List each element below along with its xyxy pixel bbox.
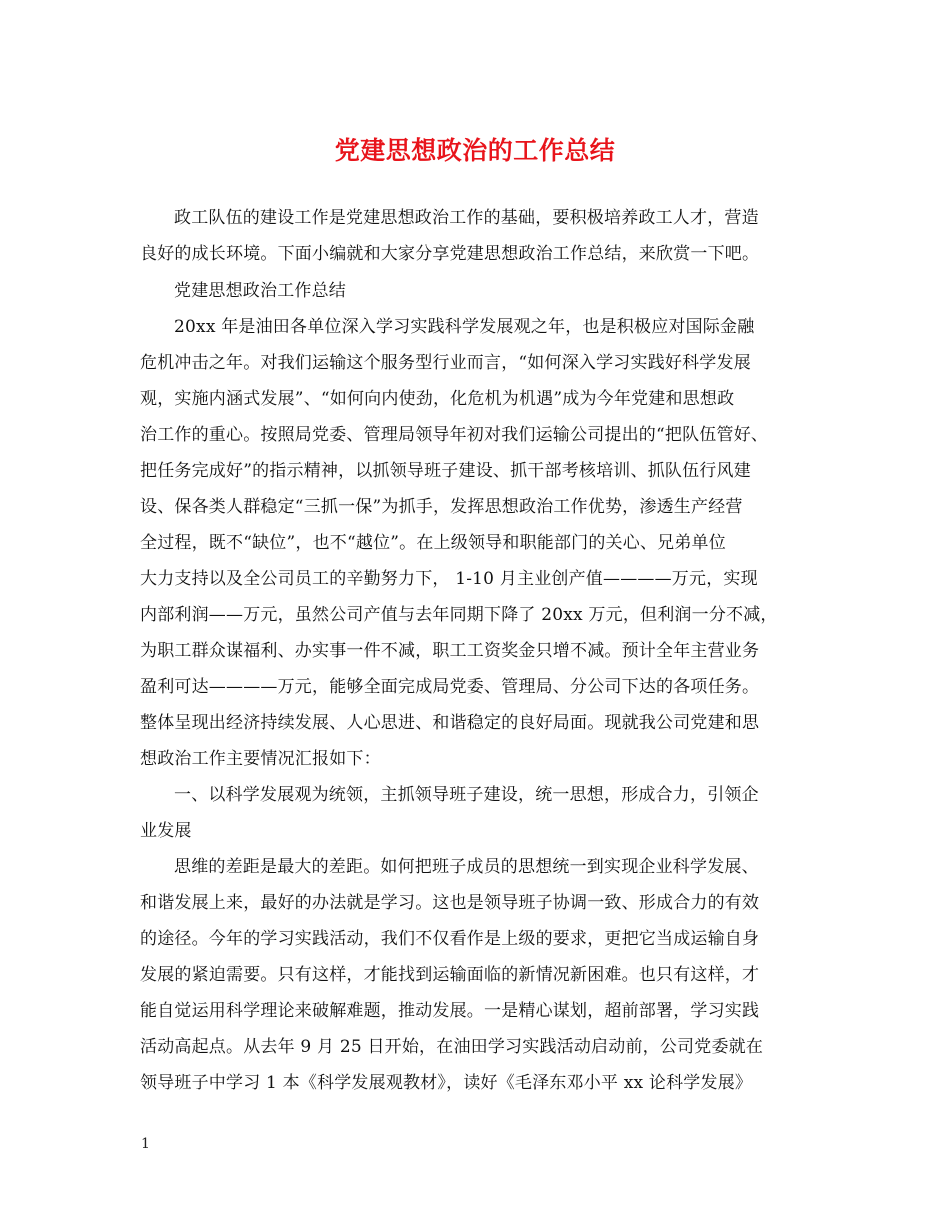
paragraph-line: 盈利可达————万元，能够全面完成局党委、管理局、分公司下达的各项任务。 xyxy=(140,677,760,697)
section-heading: 一、以科学发展观为统领，主抓领导班子建设，统一思想，形成合力，引领企 xyxy=(174,785,759,805)
paragraph-line: 设、保各类人群稳定“三抓一保”为抓手，发挥思想政治工作优势，渗透生产经营 xyxy=(140,497,743,517)
paragraph-line: 活动高起点。从去年 9 月 25 日开始，在油田学习实践活动启动前，公司党委就在 xyxy=(140,1037,764,1057)
paragraph-line: 大力支持以及全公司员工的辛勤努力下， 1-10 月主业创产值————万元，实现 xyxy=(140,569,758,589)
section-heading: 业发展 xyxy=(140,821,192,841)
paragraph-line: 为职工群众谋福利、办实事一件不减，职工工资奖金只增不减。预计全年主营业务 xyxy=(140,641,760,661)
paragraph-line: 的途径。今年的学习实践活动，我们不仅看作是上级的要求，更把它当成运输自身 xyxy=(140,929,760,949)
paragraph-line: 治工作的重心。按照局党委、管理局领导年初对我们运输公司提出的“把队伍管好、 xyxy=(140,425,769,445)
paragraph-line: 观，实施内涵式发展”、“如何向内使劲，化危机为机遇”成为今年党建和思想政 xyxy=(140,389,735,409)
paragraph-line: 20xx 年是油田各单位深入学习实践科学发展观之年，也是积极应对国际金融 xyxy=(174,317,755,337)
paragraph-line: 想政治工作主要情况汇报如下： xyxy=(140,749,381,769)
paragraph-line: 思维的差距是最大的差距。如何把班子成员的思想统一到实现企业科学发展、 xyxy=(174,857,759,877)
document-title: 党建思想政治的工作总结 xyxy=(334,136,616,165)
page-number: 1 xyxy=(141,1136,150,1152)
paragraph-line: 内部利润——万元，虽然公司产值与去年同期下降了 20xx 万元，但利润一分不减， xyxy=(140,605,778,625)
paragraph-line: 发展的紧迫需要。只有这样，才能找到运输面临的新情况新困难。也只有这样，才 xyxy=(140,965,760,985)
paragraph-line: 和谐发展上来，最好的办法就是学习。这也是领导班子协调一致、形成合力的有效 xyxy=(140,893,760,913)
paragraph-line: 领导班子中学习 1 本《科学发展观教材》，读好《毛泽东邓小平 xx 论科学发展》 xyxy=(140,1073,753,1093)
paragraph-line: 全过程，既不“缺位”，也不“越位”。在上级领导和职能部门的关心、兄弟单位 xyxy=(140,533,726,553)
paragraph-line: 政工队伍的建设工作是党建思想政治工作的基础，要积极培养政工人才，营造 xyxy=(174,208,759,228)
paragraph-line: 能自觉运用科学理论来破解难题，推动发展。一是精心谋划，超前部署，学习实践 xyxy=(140,1001,760,1021)
paragraph-line: 把任务完成好”的指示精神，以抓领导班子建设、抓干部考核培训、抓队伍行风建 xyxy=(140,461,751,481)
section-heading: 党建思想政治工作总结 xyxy=(174,281,346,301)
paragraph-line: 良好的成长环境。下面小编就和大家分享党建思想政治工作总结，来欣赏一下吧。 xyxy=(140,244,760,264)
paragraph-line: 整体呈现出经济持续发展、人心思进、和谐稳定的良好局面。现就我公司党建和思 xyxy=(140,713,760,733)
paragraph-line: 危机冲击之年。对我们运输这个服务型行业而言，“如何深入学习实践好科学发展 xyxy=(140,353,751,373)
